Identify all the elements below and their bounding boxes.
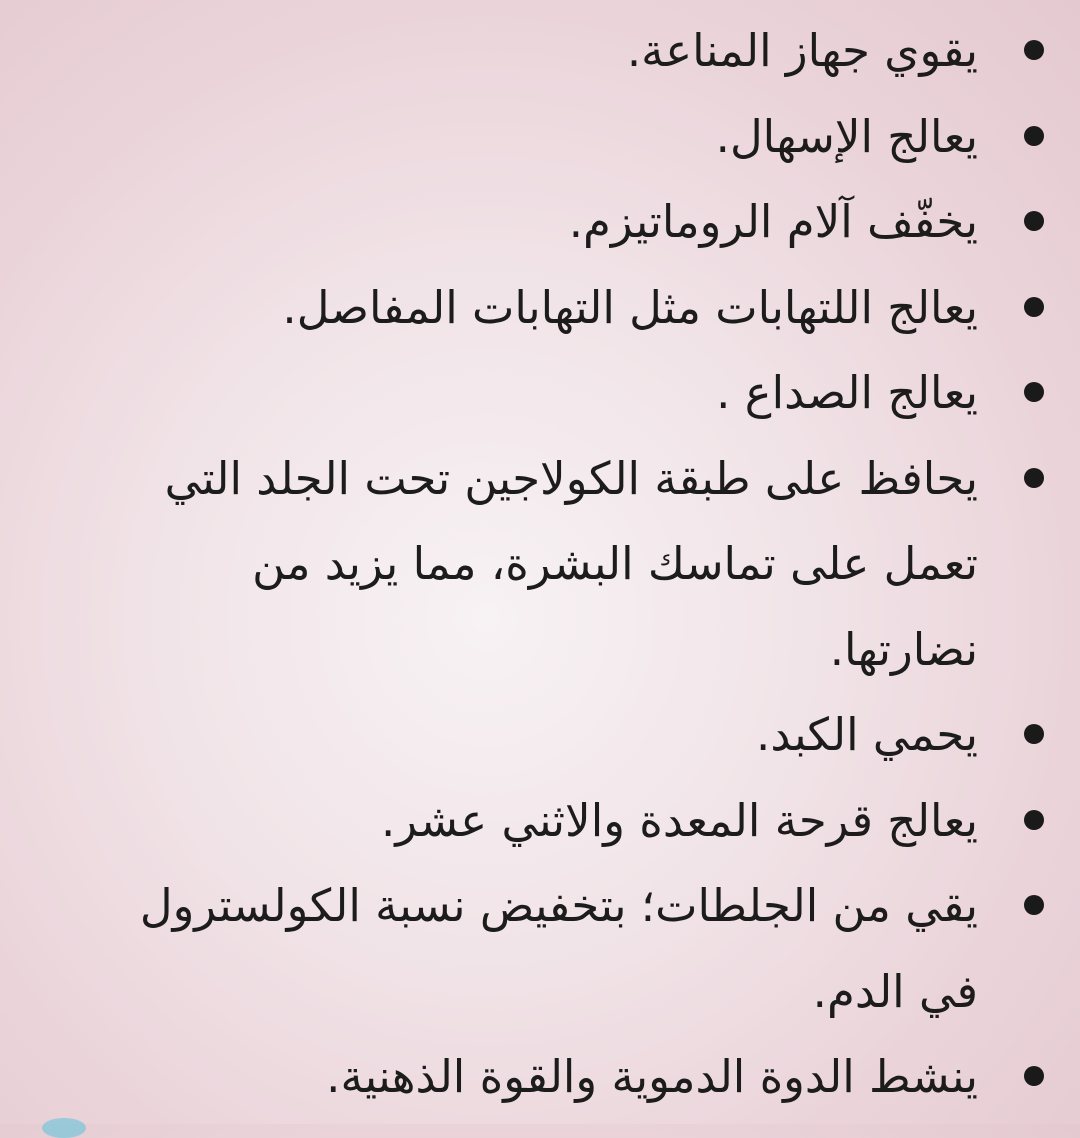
list-item: [118, 436, 978, 693]
bullet-icon: [1024, 297, 1044, 317]
bullet-icon: [1024, 211, 1044, 231]
list-item-text: يخفّف آلام الروماتيزم.: [568, 195, 978, 248]
bullet-icon: [1024, 1066, 1044, 1086]
list-item: [118, 350, 978, 436]
list-item: [118, 1034, 978, 1120]
list-item-text: يقوي جهاز المناعة.: [626, 24, 978, 77]
list-item-text: يعالج قرحة المعدة والاثني عشر.: [381, 793, 978, 847]
list-item-text: ينشط الدوة الدموية والقوة الذهنية.: [326, 1050, 978, 1103]
bullet-icon: [1024, 810, 1044, 830]
list-item-text: يعالج الإسهال.: [715, 109, 978, 163]
benefits-list: [118, 8, 978, 1120]
list-item-text: يعالج الصداع .: [716, 366, 978, 419]
list-item-text: يعالج اللتهابات مثل التهابات المفاصل.: [282, 280, 978, 334]
list-item: [118, 8, 978, 94]
bullet-icon: [1024, 382, 1044, 402]
decorative-corner-accent: [42, 1118, 86, 1138]
list-item: [118, 863, 978, 1034]
list-item: [118, 94, 978, 180]
list-item: [118, 179, 978, 265]
list-item-text: يقي من الجلطات؛ بتخفيض نسبة الكولسترول في الدم.: [139, 879, 978, 1018]
list-item: [118, 265, 978, 351]
list-item: [118, 778, 978, 864]
list-item-text: يحمي الكبد.: [756, 708, 978, 761]
bullet-icon: [1024, 724, 1044, 744]
bullet-icon: [1024, 126, 1044, 146]
bullet-icon: [1024, 468, 1044, 488]
list-item: [118, 692, 978, 778]
bullet-icon: [1024, 40, 1044, 60]
bullet-icon: [1024, 895, 1044, 915]
list-item-text: يحافظ على طبقة الكولاجين تحت الجلد التي تعمل على تماسك البشرة، مما يزيد من نضارتها.: [164, 451, 978, 676]
